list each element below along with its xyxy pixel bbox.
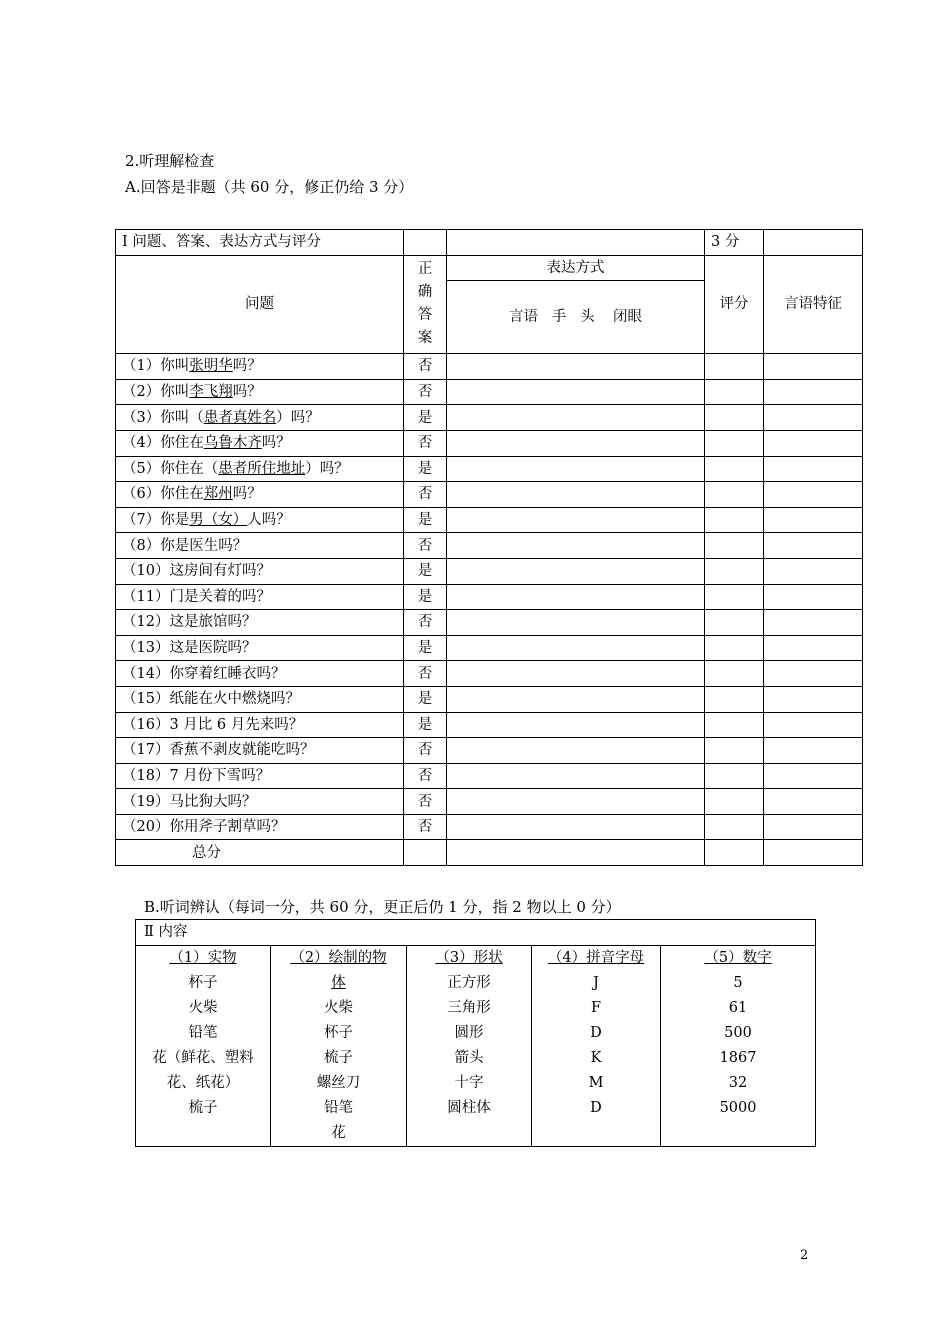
question-cell bbox=[116, 763, 404, 789]
answer-cell: 是 bbox=[404, 635, 447, 661]
list-item: 杯子 bbox=[188, 975, 218, 991]
empty-cell bbox=[764, 763, 863, 789]
empty-cell bbox=[764, 686, 863, 712]
empty-cell bbox=[764, 354, 863, 380]
question-text-end: 人吗？ bbox=[247, 512, 291, 529]
content-column bbox=[271, 946, 407, 1147]
empty-cell bbox=[764, 712, 863, 738]
section-heading: 2.听理解检查 bbox=[125, 152, 215, 170]
empty-cell bbox=[705, 533, 764, 559]
table-row bbox=[116, 456, 863, 482]
empty-cell bbox=[705, 354, 764, 380]
empty-cell bbox=[447, 482, 705, 508]
table-row bbox=[116, 584, 863, 610]
question-text: （3）你叫（ bbox=[122, 409, 204, 426]
expression-items: 言语 手 头 闭眼 bbox=[447, 281, 705, 354]
empty-cell bbox=[705, 686, 764, 712]
question-text-end: 吗？ bbox=[261, 435, 291, 452]
question-cell bbox=[116, 814, 404, 840]
list-item: 铅笔 bbox=[324, 1100, 353, 1116]
empty-cell bbox=[447, 558, 705, 584]
question-underlined-text: 患者真姓名 bbox=[203, 409, 277, 426]
empty-cell bbox=[447, 354, 705, 380]
question-underlined-text: 张明华 bbox=[189, 358, 233, 375]
list-item: 梳子 bbox=[324, 1050, 353, 1066]
empty-cell bbox=[764, 789, 863, 815]
empty-cell bbox=[764, 814, 863, 840]
empty-cell bbox=[764, 430, 863, 456]
empty-cell bbox=[447, 814, 705, 840]
empty-cell bbox=[447, 584, 705, 610]
question-text: （20）你用斧子割草吗？ bbox=[122, 819, 286, 836]
empty-cell bbox=[705, 610, 764, 636]
list-item: 1867 bbox=[719, 1050, 757, 1066]
answer-header-char: 答 bbox=[417, 307, 433, 324]
table-row bbox=[116, 789, 863, 815]
question-text: （16）3 月比 6 月先来吗？ bbox=[122, 716, 304, 733]
question-header: 问题 bbox=[116, 255, 404, 354]
column-header: （5）数字 bbox=[704, 950, 772, 966]
empty-cell bbox=[764, 661, 863, 687]
list-item: 十字 bbox=[454, 1075, 484, 1091]
empty-cell bbox=[705, 789, 764, 815]
empty-cell bbox=[447, 456, 705, 482]
table-row bbox=[116, 379, 863, 405]
column-header-continued: 体 bbox=[331, 975, 346, 991]
empty-cell bbox=[447, 507, 705, 533]
empty-cell bbox=[764, 584, 863, 610]
empty-cell bbox=[705, 558, 764, 584]
empty-cell bbox=[447, 738, 705, 764]
question-underlined-text: 患者所住地址 bbox=[218, 460, 306, 477]
empty-cell bbox=[764, 533, 863, 559]
list-item: 5 bbox=[733, 975, 743, 991]
empty-cell bbox=[447, 789, 705, 815]
column-header: （2）绘制的物 bbox=[290, 950, 387, 966]
question-text-end: 吗？ bbox=[232, 486, 262, 503]
empty-cell bbox=[764, 379, 863, 405]
answer-cell: 否 bbox=[404, 610, 447, 636]
table-row bbox=[116, 635, 863, 661]
answer-header-char: 确 bbox=[417, 284, 433, 301]
list-item: 螺丝刀 bbox=[316, 1075, 361, 1091]
answer-cell: 是 bbox=[404, 405, 447, 431]
question-cell bbox=[116, 456, 404, 482]
list-item: 箭头 bbox=[454, 1050, 484, 1066]
content-column bbox=[661, 946, 816, 1147]
answer-header-char: 正 bbox=[417, 261, 433, 278]
empty-cell bbox=[447, 533, 705, 559]
empty-cell bbox=[705, 738, 764, 764]
empty-cell bbox=[447, 610, 705, 636]
empty-cell bbox=[705, 712, 764, 738]
list-item: M bbox=[588, 1075, 604, 1091]
question-text: （2）你叫 bbox=[122, 384, 190, 401]
empty-cell bbox=[447, 661, 705, 687]
list-item: 梳子 bbox=[188, 1100, 218, 1116]
answer-cell: 是 bbox=[404, 507, 447, 533]
empty-cell bbox=[705, 661, 764, 687]
empty-cell bbox=[705, 814, 764, 840]
answer-cell: 否 bbox=[404, 814, 447, 840]
yes-no-table bbox=[115, 229, 863, 866]
list-item: 花、纸花） bbox=[166, 1075, 240, 1091]
empty-cell bbox=[705, 482, 764, 508]
list-item: 圆形 bbox=[454, 1025, 484, 1041]
content-column bbox=[532, 946, 661, 1147]
word-recognition-table bbox=[135, 919, 816, 1147]
content-column bbox=[407, 946, 532, 1147]
empty-cell bbox=[764, 507, 863, 533]
table-row bbox=[116, 354, 863, 380]
list-item: J bbox=[593, 975, 599, 991]
question-cell bbox=[116, 379, 404, 405]
question-cell bbox=[116, 610, 404, 636]
question-text: （5）你住在（ bbox=[122, 460, 219, 477]
answer-cell: 否 bbox=[404, 482, 447, 508]
expression-header: 表达方式 bbox=[447, 255, 705, 281]
question-cell bbox=[116, 430, 404, 456]
question-text-end: 吗？ bbox=[232, 384, 262, 401]
list-item: 圆柱体 bbox=[447, 1100, 491, 1116]
table-row bbox=[116, 738, 863, 764]
empty-cell bbox=[705, 635, 764, 661]
empty-cell bbox=[705, 584, 764, 610]
table-row bbox=[116, 533, 863, 559]
list-item: 61 bbox=[728, 1000, 748, 1016]
question-text: （6）你住在 bbox=[122, 486, 204, 503]
empty-cell bbox=[705, 507, 764, 533]
question-text: （14）你穿着红睡衣吗？ bbox=[122, 665, 286, 682]
column-header: （4）拼音字母 bbox=[547, 950, 645, 966]
score-header: 3 分 bbox=[705, 230, 764, 256]
empty-cell bbox=[447, 712, 705, 738]
list-item: 火柴 bbox=[324, 1000, 353, 1016]
score-column-header: 评分 bbox=[705, 255, 764, 354]
empty-cell bbox=[705, 405, 764, 431]
empty-cell bbox=[705, 456, 764, 482]
table-row bbox=[116, 763, 863, 789]
answer-cell: 是 bbox=[404, 456, 447, 482]
question-text: （18）7 月份下雪吗？ bbox=[122, 767, 271, 784]
table-row bbox=[116, 661, 863, 687]
list-item: 32 bbox=[728, 1075, 748, 1091]
question-text: （1）你叫 bbox=[122, 358, 190, 375]
empty-cell bbox=[764, 610, 863, 636]
answer-cell: 是 bbox=[404, 584, 447, 610]
table-row bbox=[116, 814, 863, 840]
table-row bbox=[116, 430, 863, 456]
list-item: 5000 bbox=[719, 1100, 757, 1116]
section-a-title: A.回答是非题（共 60 分，修正仍给 3 分） bbox=[125, 178, 414, 196]
table-row bbox=[116, 610, 863, 636]
question-cell bbox=[116, 584, 404, 610]
answer-cell: 否 bbox=[404, 430, 447, 456]
empty-cell bbox=[764, 482, 863, 508]
page-number: 2 bbox=[800, 1248, 809, 1263]
question-text: （13）这是医院吗？ bbox=[122, 640, 257, 657]
empty-cell bbox=[705, 763, 764, 789]
content-column bbox=[136, 946, 271, 1147]
table-title: Ⅰ 问题、答案、表达方式与评分 bbox=[116, 230, 404, 256]
question-text: （4）你住在 bbox=[122, 435, 204, 452]
answer-header-char: 案 bbox=[417, 330, 433, 347]
empty-cell bbox=[705, 430, 764, 456]
empty-cell bbox=[764, 456, 863, 482]
list-item: D bbox=[590, 1100, 602, 1116]
question-cell bbox=[116, 354, 404, 380]
question-text: （12）这是旅馆吗？ bbox=[122, 614, 257, 631]
question-text: （7）你是 bbox=[122, 512, 190, 529]
list-item: 花（鲜花、塑料 bbox=[152, 1050, 254, 1066]
list-item: 花 bbox=[331, 1125, 346, 1141]
list-item: 500 bbox=[724, 1025, 752, 1041]
list-item: 杯子 bbox=[324, 1025, 353, 1041]
question-cell bbox=[116, 686, 404, 712]
answer-cell: 否 bbox=[404, 763, 447, 789]
empty-cell bbox=[764, 405, 863, 431]
question-text: （15）纸能在火中燃烧吗？ bbox=[122, 691, 300, 708]
question-underlined-text: 李飞翔 bbox=[189, 384, 233, 401]
question-underlined-text: 男（女） bbox=[189, 512, 248, 529]
answer-header bbox=[404, 255, 447, 354]
question-cell bbox=[116, 712, 404, 738]
answer-cell: 否 bbox=[404, 738, 447, 764]
answer-cell: 否 bbox=[404, 533, 447, 559]
question-cell bbox=[116, 482, 404, 508]
list-item: 三角形 bbox=[447, 1000, 491, 1016]
question-text-end: ）吗？ bbox=[305, 460, 349, 477]
question-text-end: 吗？ bbox=[232, 358, 262, 375]
section-b-title: B.听词辨认（每词一分，共 60 分，更正后仍 1 分，指 2 物以上 0 分） bbox=[144, 898, 621, 916]
table-row bbox=[116, 507, 863, 533]
question-cell bbox=[116, 635, 404, 661]
empty-cell bbox=[447, 763, 705, 789]
question-text: （11）门是关着的吗？ bbox=[122, 588, 271, 605]
question-cell bbox=[116, 661, 404, 687]
list-item: D bbox=[590, 1025, 602, 1041]
column-header: （1）实物 bbox=[169, 950, 237, 966]
empty-cell bbox=[705, 379, 764, 405]
table-row bbox=[116, 482, 863, 508]
question-text: （8）你是医生吗？ bbox=[122, 537, 248, 554]
table-row bbox=[116, 558, 863, 584]
list-item: 铅笔 bbox=[188, 1025, 218, 1041]
table-row bbox=[116, 686, 863, 712]
answer-cell: 否 bbox=[404, 354, 447, 380]
empty-cell bbox=[447, 405, 705, 431]
total-label: 总分 bbox=[116, 840, 404, 866]
question-text: （17）香蕉不剥皮就能吃吗？ bbox=[122, 742, 315, 759]
question-cell bbox=[116, 533, 404, 559]
question-cell bbox=[116, 405, 404, 431]
list-item: 正方形 bbox=[447, 975, 491, 991]
question-cell bbox=[116, 558, 404, 584]
table-row bbox=[116, 712, 863, 738]
question-cell bbox=[116, 738, 404, 764]
table2-title: Ⅱ 内容 bbox=[136, 920, 816, 946]
answer-cell: 否 bbox=[404, 661, 447, 687]
answer-cell: 否 bbox=[404, 379, 447, 405]
question-underlined-text: 郑州 bbox=[203, 486, 233, 503]
empty-cell bbox=[447, 635, 705, 661]
empty-cell bbox=[447, 430, 705, 456]
list-item: K bbox=[590, 1050, 602, 1066]
empty-cell bbox=[764, 738, 863, 764]
question-text: （19）马比狗大吗？ bbox=[122, 793, 257, 810]
empty-cell bbox=[764, 635, 863, 661]
question-text: （10）这房间有灯吗？ bbox=[122, 563, 271, 580]
column-header: （3）形状 bbox=[435, 950, 503, 966]
answer-cell: 是 bbox=[404, 686, 447, 712]
answer-cell: 是 bbox=[404, 712, 447, 738]
question-underlined-text: 乌鲁木齐 bbox=[203, 435, 262, 452]
question-text-end: ）吗？ bbox=[276, 409, 320, 426]
list-item: 火柴 bbox=[188, 1000, 218, 1016]
question-cell bbox=[116, 507, 404, 533]
empty-cell bbox=[447, 379, 705, 405]
list-item: F bbox=[590, 1000, 602, 1016]
empty-cell bbox=[447, 686, 705, 712]
answer-cell: 否 bbox=[404, 789, 447, 815]
table-row bbox=[116, 405, 863, 431]
question-cell bbox=[116, 789, 404, 815]
answer-cell: 是 bbox=[404, 558, 447, 584]
speech-feature-header: 言语特征 bbox=[764, 255, 863, 354]
empty-cell bbox=[764, 558, 863, 584]
